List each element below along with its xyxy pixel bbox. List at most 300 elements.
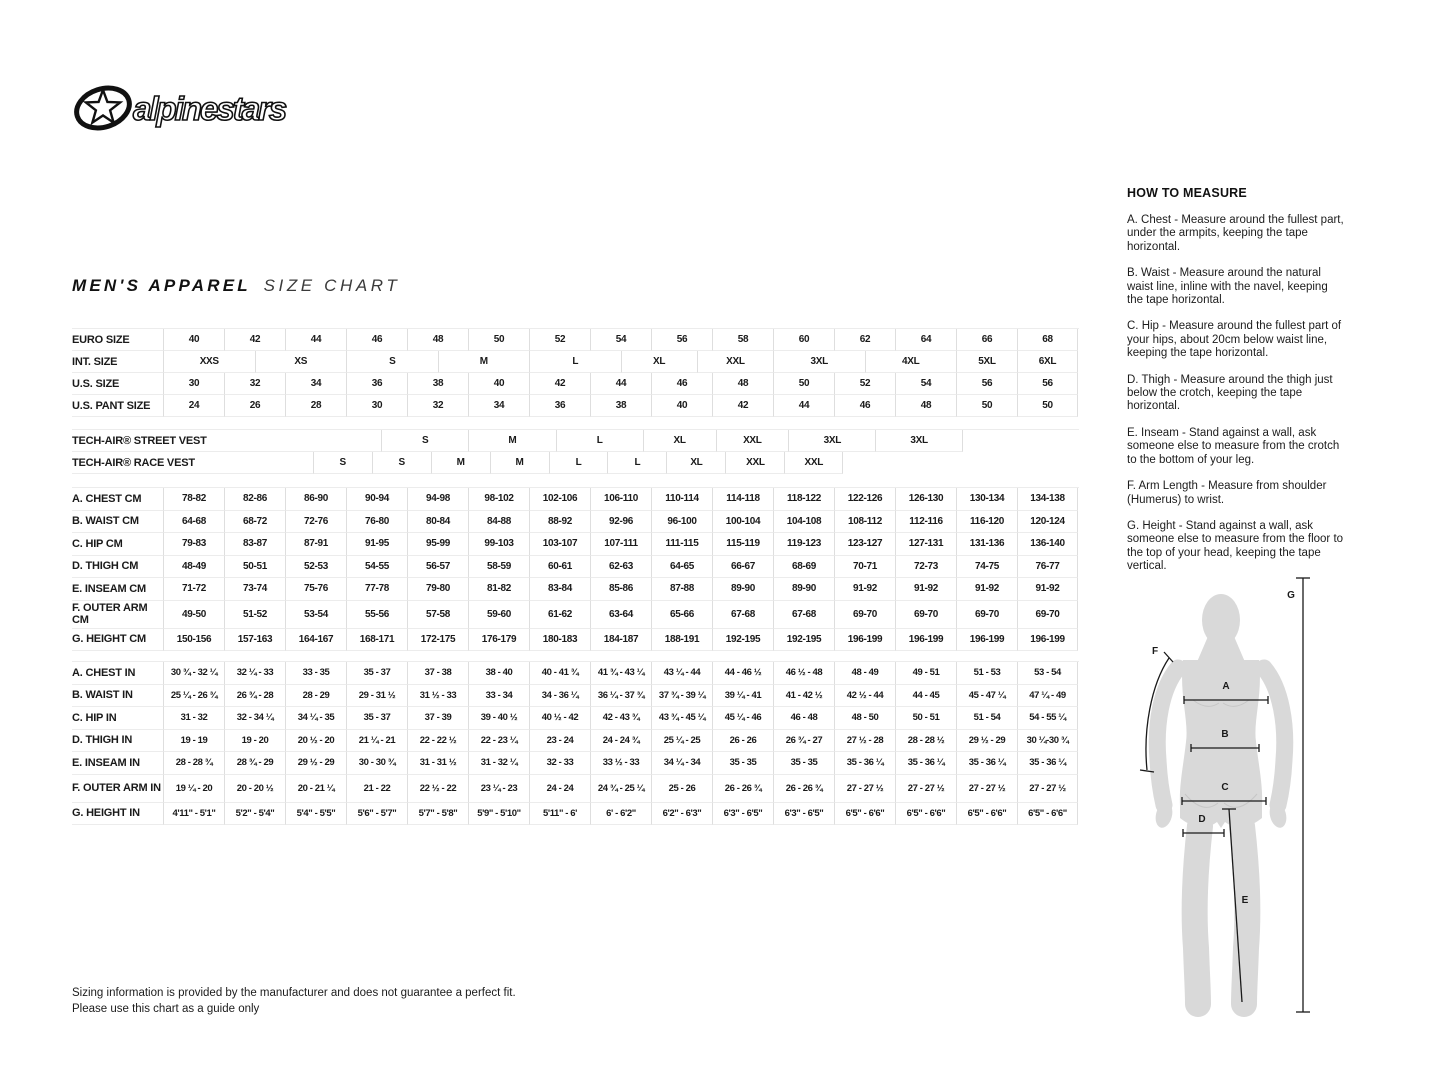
size-cell: 49-50 [163, 601, 224, 629]
size-cell: 164-167 [285, 629, 346, 652]
size-cell: 91-95 [346, 533, 407, 556]
table-row [72, 803, 1079, 826]
size-cell: 157-163 [224, 629, 285, 652]
size-cell: 39 - 40 ½ [468, 707, 529, 730]
row-label: G. HEIGHT IN [72, 803, 163, 826]
size-cell: 22 ½ - 22 [407, 775, 468, 803]
size-cell: 46 ½ - 48 [773, 662, 834, 685]
row-label: A. CHEST CM [72, 488, 163, 511]
size-cell: 6'5" - 6'6" [1017, 803, 1078, 826]
size-cell: 85-86 [590, 578, 651, 601]
size-cell: 102-106 [529, 488, 590, 511]
size-cell: 127-131 [895, 533, 956, 556]
size-cell: 48-49 [163, 556, 224, 579]
size-cell: 66-67 [712, 556, 773, 579]
size-cell: 49 - 51 [895, 662, 956, 685]
size-cell: M [438, 351, 530, 373]
measure-instruction-height: G. Height - Stand against a wall, ask someone else to measure from the floor to the top of your head, keeping the tape vertical. [1127, 519, 1344, 573]
size-cell: 36 [346, 373, 407, 395]
empty-cell [195, 452, 313, 474]
body-diagram [1133, 570, 1393, 1020]
size-cell: 44 - 46 ½ [712, 662, 773, 685]
size-cell: 115-119 [712, 533, 773, 556]
size-cell: 52 [529, 329, 590, 351]
size-cell: 172-175 [407, 629, 468, 652]
size-cell: 76-77 [1017, 556, 1078, 579]
table-row [72, 452, 1079, 474]
size-cell: 27 - 27 ½ [895, 775, 956, 803]
size-cell: 90-94 [346, 488, 407, 511]
size-cell: 28 ¾ - 29 [224, 752, 285, 775]
size-cell: 63-64 [590, 601, 651, 629]
disclaimer-line-2: Please use this chart as a guide only [72, 1003, 260, 1015]
size-cell: 48 [407, 329, 468, 351]
size-cell: XXL [725, 452, 784, 474]
size-cell: 106-110 [590, 488, 651, 511]
size-cell: 192-195 [773, 629, 834, 652]
size-cell: 82-86 [224, 488, 285, 511]
size-cell: 83-87 [224, 533, 285, 556]
size-cell: S [313, 452, 372, 474]
size-cell: 35 - 35 [773, 752, 834, 775]
size-table [72, 328, 1079, 825]
size-cell: 46 [651, 373, 712, 395]
size-cell: 38 [407, 373, 468, 395]
size-cell: 77-78 [346, 578, 407, 601]
size-cell: 3XL [773, 351, 865, 373]
size-cell: 20 - 21 ¼ [285, 775, 346, 803]
size-cell: 66 [956, 329, 1017, 351]
size-cell: XS [255, 351, 347, 373]
size-cell: 41 ¾ - 43 ¼ [590, 662, 651, 685]
size-cell: 26 [224, 395, 285, 417]
size-cell: 45 ¼ - 46 [712, 707, 773, 730]
size-cell: M [468, 430, 555, 452]
size-cell: 33 ½ - 33 [590, 752, 651, 775]
row-label: EURO SIZE [72, 329, 163, 351]
size-cell: 67-68 [773, 601, 834, 629]
size-cell: 114-118 [712, 488, 773, 511]
size-cell: 64-68 [163, 511, 224, 534]
size-cell: 35 - 37 [346, 707, 407, 730]
table-group-in [72, 661, 1079, 825]
size-cell: 27 - 27 ½ [834, 775, 895, 803]
table-row [72, 629, 1079, 652]
page-title [72, 276, 400, 296]
size-cell: 3XL [875, 430, 962, 452]
size-cell: 41 - 42 ½ [773, 685, 834, 708]
size-cell: 70-71 [834, 556, 895, 579]
row-label: F. OUTER ARM CM [72, 601, 163, 629]
size-cell: 45 - 47 ¼ [956, 685, 1017, 708]
astar-emblem [73, 82, 135, 135]
size-cell: S [346, 351, 438, 373]
size-cell: 5'11" - 6' [529, 803, 590, 826]
alpinestars-logo [73, 78, 333, 136]
table-row [72, 351, 1079, 373]
table-group-sizes [72, 328, 1079, 417]
size-cell: 53 - 54 [1017, 662, 1078, 685]
size-cell: 27 - 27 ½ [956, 775, 1017, 803]
size-cell: 28 - 28 ½ [895, 730, 956, 753]
size-cell: 19 - 20 [224, 730, 285, 753]
size-cell: 68-69 [773, 556, 834, 579]
size-cell: 30 ¾ - 32 ¼ [163, 662, 224, 685]
row-label: C. HIP CM [72, 533, 163, 556]
size-cell: 98-102 [468, 488, 529, 511]
table-row [72, 395, 1079, 417]
size-cell: 52-53 [285, 556, 346, 579]
table-row [72, 556, 1079, 579]
size-cell: L [607, 452, 666, 474]
size-cell: 176-179 [468, 629, 529, 652]
row-label: INT. SIZE [72, 351, 163, 373]
size-cell: 6'5" - 6'6" [895, 803, 956, 826]
size-cell: 42 [712, 395, 773, 417]
size-cell: 67-68 [712, 601, 773, 629]
size-cell: 35 - 35 [712, 752, 773, 775]
size-cell: 96-100 [651, 511, 712, 534]
size-cell: 192-195 [712, 629, 773, 652]
size-cell: 112-116 [895, 511, 956, 534]
size-cell: 5'9" - 5'10" [468, 803, 529, 826]
size-cell: 91-92 [895, 578, 956, 601]
size-cell: S [381, 430, 468, 452]
size-cell: 25 ¼ - 25 [651, 730, 712, 753]
size-cell: 42 - 43 ¾ [590, 707, 651, 730]
size-cell: 43 ¼ - 44 [651, 662, 712, 685]
size-cell: 52 [834, 373, 895, 395]
size-cell: 39 ¼ - 41 [712, 685, 773, 708]
measure-label-waist: B [1221, 729, 1229, 740]
size-cell: 6'2" - 6'3" [651, 803, 712, 826]
size-cell: 44 - 45 [895, 685, 956, 708]
row-label: E. INSEAM CM [72, 578, 163, 601]
size-cell: 57-58 [407, 601, 468, 629]
size-cell: 59-60 [468, 601, 529, 629]
size-cell: XL [621, 351, 697, 373]
size-cell: 51 - 53 [956, 662, 1017, 685]
size-cell: 22 - 23 ¼ [468, 730, 529, 753]
measure-instruction-arm: F. Arm Length - Measure from shoulder (Humerus) to wrist. [1127, 480, 1327, 506]
size-cell: 32 ¼ - 33 [224, 662, 285, 685]
size-cell: 87-91 [285, 533, 346, 556]
size-cell: 6'3" - 6'5" [712, 803, 773, 826]
size-cell: 23 ¼ - 23 [468, 775, 529, 803]
size-cell: 37 - 39 [407, 707, 468, 730]
size-cell: 29 ½ - 29 [956, 730, 1017, 753]
row-label: B. WAIST CM [72, 511, 163, 534]
table-row [72, 601, 1079, 629]
measure-instruction-waist: B. Waist - Measure around the natural waist line, inline with the navel, keeping the tape horizontal. [1127, 267, 1328, 307]
size-cell: 40 [468, 373, 529, 395]
size-cell: 94-98 [407, 488, 468, 511]
size-cell: 89-90 [712, 578, 773, 601]
row-label: G. HEIGHT CM [72, 629, 163, 652]
table-row [72, 730, 1079, 753]
size-cell: 24 - 24 ¾ [590, 730, 651, 753]
size-cell: 5'2" - 5'4" [224, 803, 285, 826]
size-cell: 78-82 [163, 488, 224, 511]
measure-label-thigh: D [1198, 814, 1206, 825]
size-cell: 110-114 [651, 488, 712, 511]
size-cell: 55-56 [346, 601, 407, 629]
size-cell: 4XL [865, 351, 957, 373]
size-cell: 32 - 34 ¼ [224, 707, 285, 730]
size-cell: 30 [163, 373, 224, 395]
size-cell: 69-70 [834, 601, 895, 629]
size-cell: 180-183 [529, 629, 590, 652]
table-row [72, 707, 1079, 730]
size-cell: 136-140 [1017, 533, 1078, 556]
size-cell: 50 [468, 329, 529, 351]
size-cell: 56 [956, 373, 1017, 395]
size-cell: 40 - 41 ¾ [529, 662, 590, 685]
size-cell: 104-108 [773, 511, 834, 534]
size-cell: 130-134 [956, 488, 1017, 511]
size-cell: 29 ½ - 29 [285, 752, 346, 775]
size-cell: 188-191 [651, 629, 712, 652]
measure-label-arm: F [1151, 646, 1159, 657]
size-cell: 5'4" - 5'5" [285, 803, 346, 826]
table-row [72, 662, 1079, 685]
size-cell: 50-51 [224, 556, 285, 579]
size-cell: 34 - 36 ¼ [529, 685, 590, 708]
size-cell: 25 - 26 [651, 775, 712, 803]
size-cell: XXL [716, 430, 789, 452]
size-cell: 60-61 [529, 556, 590, 579]
size-cell: 40 [651, 395, 712, 417]
size-cell: 42 [529, 373, 590, 395]
size-cell: 103-107 [529, 533, 590, 556]
table-group-cm [72, 487, 1079, 651]
size-cell: 79-83 [163, 533, 224, 556]
measure-instruction-chest: A. Chest - Measure around the fullest part, under the armpits, keeping the tape horizontal. [1127, 214, 1344, 253]
size-cell: 6'5" - 6'6" [834, 803, 895, 826]
measure-instruction-hip: C. Hip - Measure around the fullest part of your hips, about 20cm below waist line, keeping the tape horizontal. [1127, 320, 1342, 360]
size-cell: 32 [407, 395, 468, 417]
size-cell: 6'5" - 6'6" [956, 803, 1017, 826]
size-cell: 35 - 36 ¼ [956, 752, 1017, 775]
size-cell: 33 - 35 [285, 662, 346, 685]
size-cell: L [529, 351, 621, 373]
body-silhouette [1153, 594, 1289, 1004]
size-cell: 91-92 [956, 578, 1017, 601]
size-cell: 42 ½ - 44 [834, 685, 895, 708]
row-label: D. THIGH IN [72, 730, 163, 753]
size-cell: 50 [773, 373, 834, 395]
size-cell: 64 [895, 329, 956, 351]
size-cell: 24 [163, 395, 224, 417]
size-cell: 65-66 [651, 601, 712, 629]
size-cell: 46 [834, 395, 895, 417]
size-cell: M [490, 452, 549, 474]
size-cell: 21 ¼ - 21 [346, 730, 407, 753]
disclaimer [72, 985, 516, 1017]
size-cell: 74-75 [956, 556, 1017, 579]
size-cell: 60 [773, 329, 834, 351]
size-cell: 116-120 [956, 511, 1017, 534]
size-cell: 46 [346, 329, 407, 351]
size-cell: 48 - 50 [834, 707, 895, 730]
size-cell: 56 [651, 329, 712, 351]
size-cell: XL [666, 452, 725, 474]
size-cell: 28 - 29 [285, 685, 346, 708]
size-cell: 40 [163, 329, 224, 351]
size-cell: 6' - 6'2" [590, 803, 651, 826]
size-cell: 196-199 [956, 629, 1017, 652]
size-cell: 42 [224, 329, 285, 351]
size-cell: 31 - 32 [163, 707, 224, 730]
size-cell: 36 ¼ - 37 ¾ [590, 685, 651, 708]
size-cell: 40 ½ - 42 [529, 707, 590, 730]
size-cell: 119-123 [773, 533, 834, 556]
size-cell: S [372, 452, 431, 474]
size-cell: 38 - 40 [468, 662, 529, 685]
title-main: MEN'S APPAREL [72, 276, 251, 295]
size-cell: 37 - 38 [407, 662, 468, 685]
table-row [72, 373, 1079, 395]
table-row [72, 329, 1079, 351]
size-cell: 58-59 [468, 556, 529, 579]
how-to-measure [1127, 186, 1346, 587]
size-cell: 31 - 32 ¼ [468, 752, 529, 775]
size-cell: 54 - 55 ¼ [1017, 707, 1078, 730]
size-cell: 69-70 [956, 601, 1017, 629]
size-cell: 62 [834, 329, 895, 351]
size-cell: 19 ¼ - 20 [163, 775, 224, 803]
size-cell: 84-88 [468, 511, 529, 534]
size-cell: 33 - 34 [468, 685, 529, 708]
size-cell: 35 - 36 ¼ [834, 752, 895, 775]
table-row [72, 685, 1079, 708]
size-cell: 30 ¼-30 ¾ [1017, 730, 1078, 753]
size-cell: 58 [712, 329, 773, 351]
size-cell: 111-115 [651, 533, 712, 556]
size-cell: 28 - 28 ¾ [163, 752, 224, 775]
size-cell: 23 - 24 [529, 730, 590, 753]
size-cell: 34 [468, 395, 529, 417]
size-cell: 134-138 [1017, 488, 1078, 511]
size-cell: 91-92 [834, 578, 895, 601]
size-cell: 91-92 [1017, 578, 1078, 601]
size-cell: 150-156 [163, 629, 224, 652]
size-cell: 21 - 22 [346, 775, 407, 803]
table-row [72, 430, 1079, 452]
disclaimer-line-1: Sizing information is provided by the manufacturer and does not guarantee a perfect fit. [72, 987, 516, 999]
size-cell: 89-90 [773, 578, 834, 601]
size-cell: L [549, 452, 608, 474]
size-cell: 71-72 [163, 578, 224, 601]
size-cell: XXL [697, 351, 773, 373]
size-cell: 126-130 [895, 488, 956, 511]
row-label: E. INSEAM IN [72, 752, 163, 775]
size-cell: 30 - 30 ¾ [346, 752, 407, 775]
size-cell: 35 - 36 ¼ [1017, 752, 1078, 775]
size-cell: 44 [285, 329, 346, 351]
row-label: F. OUTER ARM IN [72, 775, 163, 803]
size-cell: 83-84 [529, 578, 590, 601]
table-row [72, 578, 1079, 601]
size-cell: XL [643, 430, 716, 452]
size-cell: 88-92 [529, 511, 590, 534]
size-cell: 44 [590, 373, 651, 395]
size-cell: 20 - 20 ½ [224, 775, 285, 803]
row-label: TECH-AIR® STREET VEST [72, 430, 207, 452]
size-cell: 120-124 [1017, 511, 1078, 534]
size-cell: 44 [773, 395, 834, 417]
size-cell: M [431, 452, 490, 474]
size-cell: 69-70 [895, 601, 956, 629]
size-cell: 31 ½ - 33 [407, 685, 468, 708]
size-cell: 56 [1017, 373, 1078, 395]
size-cell: 36 [529, 395, 590, 417]
measure-instruction-thigh: D. Thigh - Measure around the thigh just below the crotch, keeping the tape horizontal. [1127, 373, 1333, 413]
size-cell: 38 [590, 395, 651, 417]
size-cell: 22 - 22 ½ [407, 730, 468, 753]
size-cell: 46 - 48 [773, 707, 834, 730]
empty-cell [843, 452, 1079, 474]
size-cell: XXS [163, 351, 255, 373]
how-to-measure-title: HOW TO MEASURE [1127, 186, 1247, 200]
measure-label-height: G [1287, 590, 1295, 601]
size-cell: L [556, 430, 643, 452]
size-cell: 28 [285, 395, 346, 417]
size-cell: 32 [224, 373, 285, 395]
table-row [72, 511, 1079, 534]
row-label: U.S. PANT SIZE [72, 395, 163, 417]
table-group-tech [72, 429, 1079, 474]
size-cell: 51 - 54 [956, 707, 1017, 730]
size-cell: 76-80 [346, 511, 407, 534]
table-row [72, 533, 1079, 556]
row-label: B. WAIST IN [72, 685, 163, 708]
size-cell: 87-88 [651, 578, 712, 601]
size-cell: 4'11" - 5'1" [163, 803, 224, 826]
row-label: A. CHEST IN [72, 662, 163, 685]
size-cell: 37 ¾ - 39 ¼ [651, 685, 712, 708]
size-cell: 68-72 [224, 511, 285, 534]
table-row [72, 775, 1079, 803]
size-cell: 72-73 [895, 556, 956, 579]
size-cell: 75-76 [285, 578, 346, 601]
size-cell: 54 [590, 329, 651, 351]
size-cell: 5'7" - 5'8" [407, 803, 468, 826]
size-cell: 100-104 [712, 511, 773, 534]
measure-label-chest: A [1222, 681, 1230, 692]
size-cell: 48 [895, 395, 956, 417]
size-cell: 184-187 [590, 629, 651, 652]
size-cell: XXL [784, 452, 843, 474]
size-cell: 62-63 [590, 556, 651, 579]
size-cell: 35 - 36 ¼ [895, 752, 956, 775]
size-cell: 53-54 [285, 601, 346, 629]
size-cell: 24 ¾ - 25 ¼ [590, 775, 651, 803]
size-cell: 6'3" - 6'5" [773, 803, 834, 826]
size-cell: 73-74 [224, 578, 285, 601]
size-cell: 34 ¼ - 34 [651, 752, 712, 775]
size-cell: 5'6" - 5'7" [346, 803, 407, 826]
size-cell: 20 ½ - 20 [285, 730, 346, 753]
size-cell: 26 - 26 ¾ [773, 775, 834, 803]
size-cell: 34 [285, 373, 346, 395]
empty-cell [207, 430, 381, 452]
size-cell: 26 - 26 [712, 730, 773, 753]
measure-label-inseam: E [1241, 895, 1249, 906]
size-cell: 168-171 [346, 629, 407, 652]
size-cell: 122-126 [834, 488, 895, 511]
table-row [72, 488, 1079, 511]
